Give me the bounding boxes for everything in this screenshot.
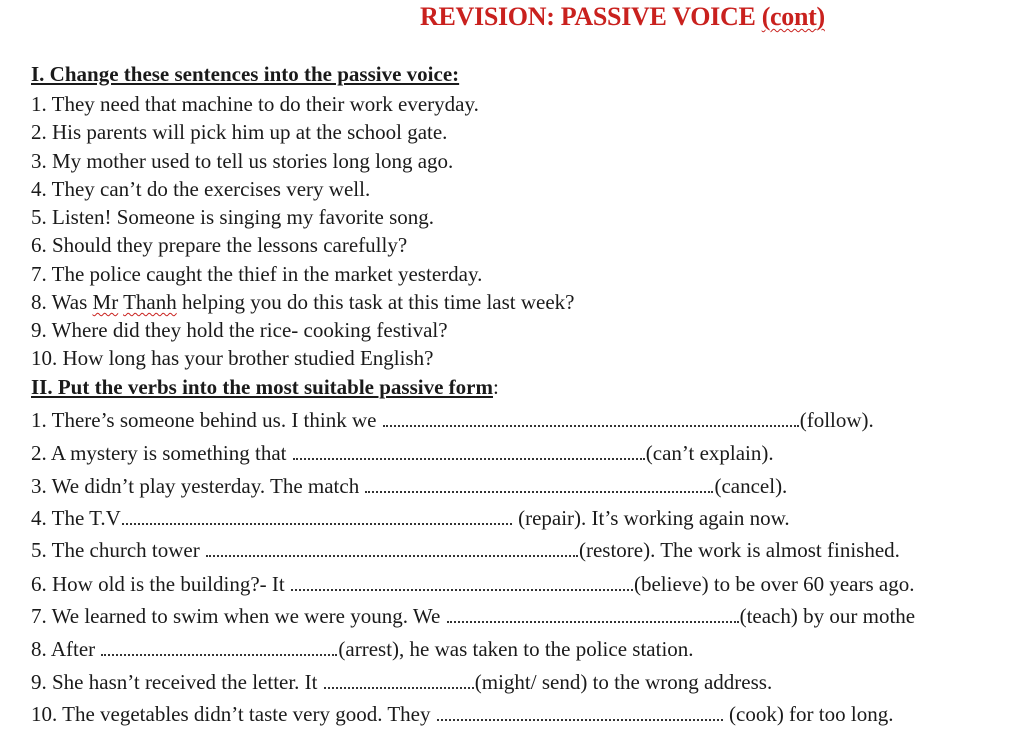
- page-title: [420, 2, 825, 32]
- exercise-1-item-2: 2. His parents will pick him up at the school gate.: [31, 120, 448, 144]
- section-2-heading-colon: :: [493, 375, 499, 399]
- item-text-before: 1. There’s someone behind us. I think we: [31, 408, 382, 432]
- answer-blank[interactable]: [447, 607, 739, 623]
- item-text-after: (can’t explain).: [645, 441, 774, 465]
- exercise-1-item-4: 4. They can’t do the exercises very well.: [31, 177, 371, 201]
- exercise-2-item-8: [31, 639, 694, 660]
- item-text-after: (might/ send) to the wrong address.: [474, 670, 773, 694]
- answer-blank[interactable]: [101, 640, 337, 656]
- section-2-heading: II. Put the verbs into the most suitable passive form: [31, 375, 493, 399]
- item-text-before: 8. After: [31, 637, 101, 661]
- item-text-before: 2. A mystery is something that: [31, 441, 292, 465]
- exercise-2-item-7: [31, 606, 915, 627]
- item-text-after: (cook) for too long.: [723, 702, 894, 726]
- exercise-2-item-9: [31, 672, 772, 693]
- exercise-2-item-3: [31, 476, 787, 497]
- item-text-before: 7. We learned to swim when we were young. We: [31, 604, 446, 628]
- exercise-1-item-10: 10. How long has your brother studied English?: [31, 346, 434, 370]
- item-8-before: 8. Was: [31, 290, 93, 314]
- exercise-2-item-10: [31, 704, 893, 725]
- exercise-1-item-1: 1. They need that machine to do their work everyday.: [31, 92, 479, 116]
- exercise-1-item-3: 3. My mother used to tell us stories long long ago.: [31, 149, 454, 173]
- section-2-heading-row: [31, 377, 499, 398]
- item-8-thanh: Thanh: [123, 290, 177, 314]
- item-text-after: (teach) by our mothe: [739, 604, 916, 628]
- exercise-1-item-7: 7. The police caught the thief in the market yesterday.: [31, 262, 483, 286]
- title-cont: (cont): [761, 2, 825, 31]
- item-text-after: (cancel).: [714, 474, 788, 498]
- item-text-before: 4. The T.V: [31, 506, 121, 530]
- item-text-before: 3. We didn’t play yesterday. The match: [31, 474, 365, 498]
- item-text-after: (restore). The work is almost finished.: [578, 538, 900, 562]
- title-main: REVISION: PASSIVE VOICE: [420, 2, 762, 31]
- item-8-after: helping you do this task at this time last week?: [176, 290, 575, 314]
- answer-blank[interactable]: [122, 509, 512, 525]
- answer-blank[interactable]: [437, 705, 723, 721]
- exercise-1-item-5: 5. Listen! Someone is singing my favorite song.: [31, 205, 435, 229]
- answer-blank[interactable]: [293, 444, 645, 460]
- item-text-before: 10. The vegetables didn’t taste very good. They: [31, 702, 436, 726]
- exercise-2-item-1: [31, 410, 874, 431]
- item-text-before: 9. She hasn’t received the letter. It: [31, 670, 323, 694]
- answer-blank[interactable]: [206, 541, 578, 557]
- item-text-after: (believe) to be over 60 years ago.: [633, 572, 915, 596]
- item-text-after: (follow).: [799, 408, 874, 432]
- exercise-1-item-9: 9. Where did they hold the rice- cooking festival?: [31, 318, 448, 342]
- exercise-2-item-6: [31, 574, 914, 595]
- section-1-heading: I. Change these sentences into the passive voice:: [31, 62, 460, 86]
- exercise-2-item-4: [31, 508, 790, 529]
- exercise-2-item-5: [31, 540, 900, 561]
- item-text-after: (repair). It’s working again now.: [512, 506, 790, 530]
- answer-blank[interactable]: [324, 673, 474, 689]
- answer-blank[interactable]: [291, 575, 633, 591]
- item-8-mr: Mr: [92, 290, 119, 314]
- exercise-1-item-6: 6. Should they prepare the lessons carefully?: [31, 233, 408, 257]
- answer-blank[interactable]: [383, 411, 799, 427]
- item-text-after: (arrest), he was taken to the police station.: [338, 637, 694, 661]
- exercise-1-item-8: [31, 292, 575, 313]
- item-text-before: 5. The church tower: [31, 538, 205, 562]
- item-text-before: 6. How old is the building?- It: [31, 572, 290, 596]
- answer-blank[interactable]: [365, 477, 713, 493]
- exercise-2-item-2: [31, 443, 774, 464]
